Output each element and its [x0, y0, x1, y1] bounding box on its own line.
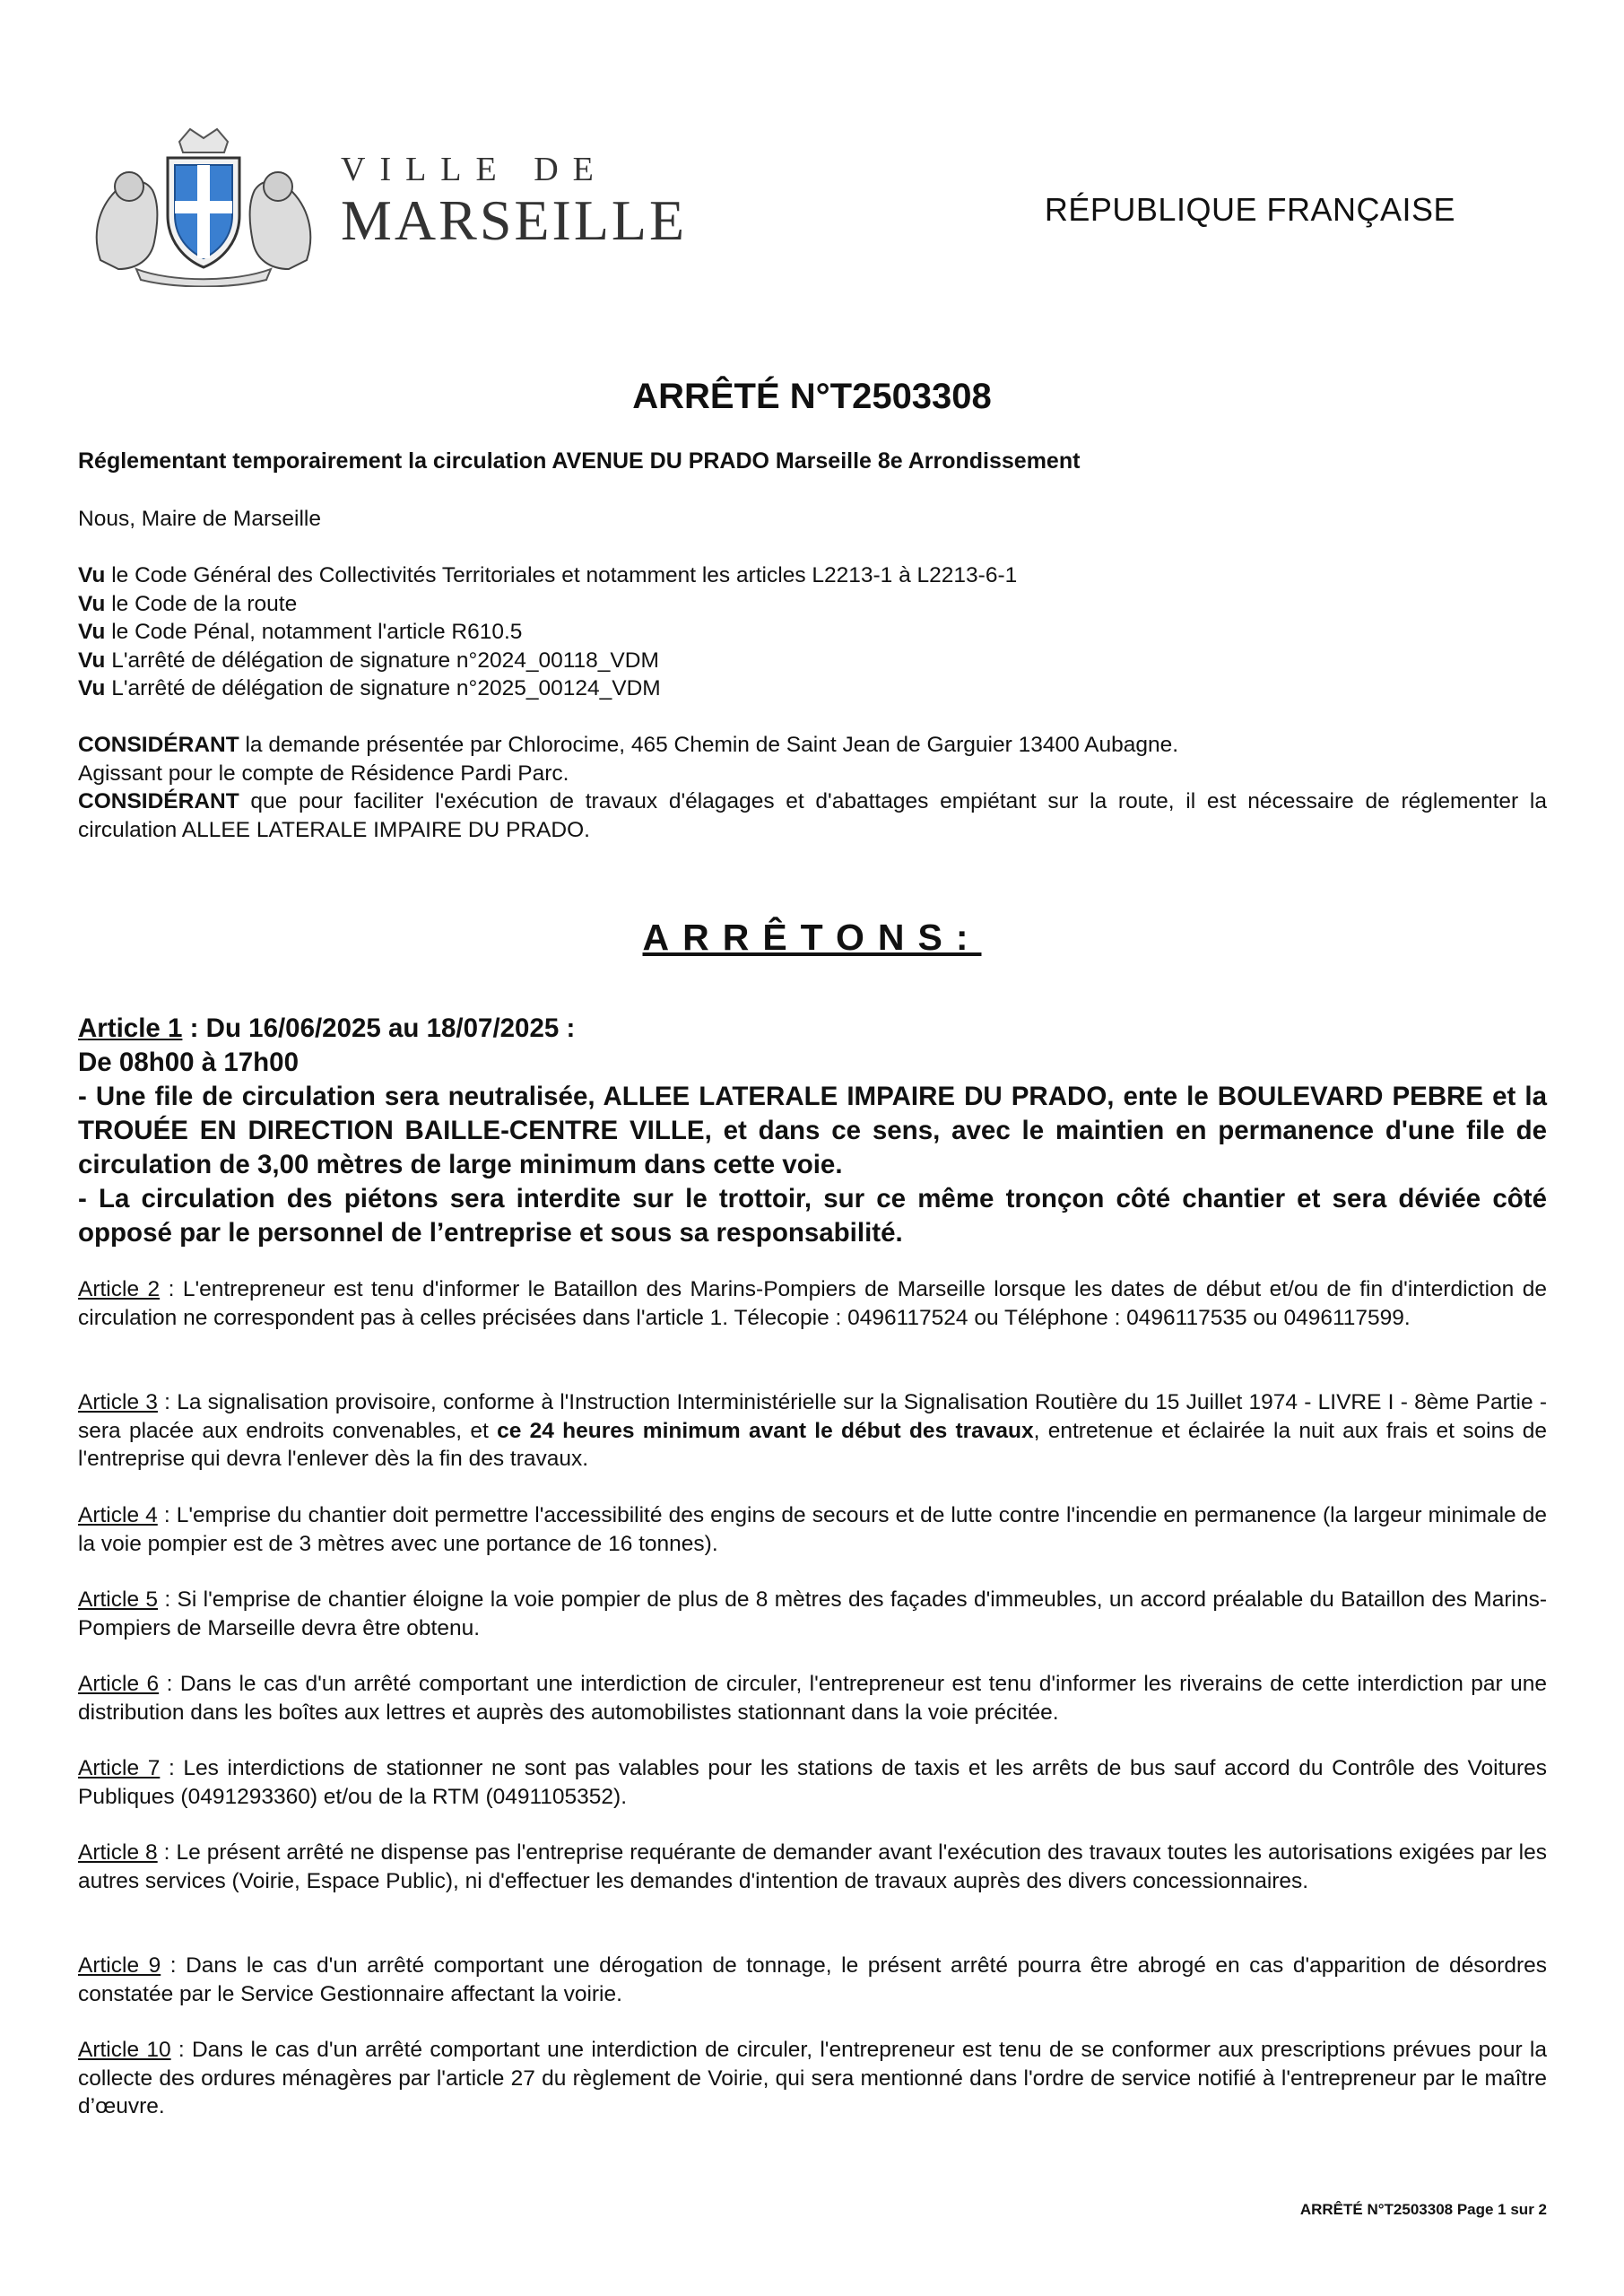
article-5	[78, 1586, 1547, 1642]
arretons-heading: ARRÊTONS:	[642, 917, 982, 958]
marseille-coat-of-arms-icon	[83, 126, 325, 287]
article-7-label: Article 7	[78, 1756, 161, 1780]
article-2	[78, 1275, 1547, 1332]
vu-text: le Code Pénal, notamment l'article R610.5	[105, 620, 523, 644]
article-7-text: : Les interdictions de stationner ne sont pas valables pour les stations de taxis et les arrêts de bus sauf accord du Contrôle des Voitures Publiques (0491293360) et/ou de la RTM (0491105352).	[78, 1756, 1547, 1809]
vu-list	[78, 561, 1547, 703]
article-1	[78, 1012, 1547, 1250]
vu-item	[78, 590, 1547, 619]
article-5-label: Article 5	[78, 1587, 159, 1612]
article-10	[78, 2036, 1547, 2121]
article-3	[78, 1388, 1547, 1474]
article-3-text-b: , entretenue et éclairée la nuit aux frais et soins de l'entreprise qui devra l'enlever dès la fin des travaux.	[78, 1418, 1547, 1471]
logo-wordmark	[341, 151, 688, 252]
vu-label: Vu	[78, 648, 106, 673]
considerant-label: CONSIDÉRANT	[78, 789, 239, 813]
considerant-label: CONSIDÉRANT	[78, 733, 239, 757]
considerant-1-text: la demande présentée par Chlorocime, 465 Chemin de Saint Jean de Garguier 13400 Aubagne.	[239, 733, 1179, 757]
article-9-text: : Dans le cas d'un arrêté comportant une dérogation de tonnage, le présent arrêté pourra être abrogé en cas d'apparition de désordres constatée par le Service Gestionnaire affectant la voirie.	[78, 1953, 1547, 2006]
ville-de-marseille-logo	[83, 126, 688, 278]
article-2-label: Article 2	[78, 1277, 161, 1301]
article-1-heading	[78, 1012, 1547, 1046]
page-footer: ARRÊTÉ N°T2503308 Page 1 sur 2	[1299, 2201, 1547, 2218]
article-1-para-2: - La circulation des piétons sera interdite sur le trottoir, sur ce même tronçon côté chantier et sera déviée côté opposé par le personnel de l’entreprise et sous sa responsabilité.	[78, 1184, 1547, 1248]
agissant-text: Agissant pour le compte de Résidence Pardi Parc.	[78, 761, 569, 786]
article-2-text: : L'entrepreneur est tenu d'informer le Bataillon des Marins-Pompiers de Marseille lorsque les dates de début et/ou de fin d'interdiction de circulation ne correspondent pas à celles précisées dans l'article 1. Télecopie : 0496117524 ou Téléphone : 0496117535 ou 0496117599.	[78, 1277, 1547, 1330]
article-3-label: Article 3	[78, 1390, 158, 1414]
article-3-text-a: : La signalisation provisoire, conforme à l'Instruction Interministérielle sur la Signalisation Routière du 15 Juillet 1974 - LIVRE I - 8ème Partie - sera placée aux endroits convenables, et	[78, 1390, 1547, 1443]
article-10-label: Article 10	[78, 2038, 171, 2062]
article-1-para-1: - Une file de circulation sera neutralisée, ALLEE LATERALE IMPAIRE DU PRADO, ente le BOULEVARD PEBRE et la TROUÉE EN DIRECTION BAILLE-CENTRE VILLE, et dans ce sens, avec le maintien en permanence d'une file de circulation de 3,00 mètres de large minimum dans cette voie.	[78, 1082, 1547, 1179]
article-3-bold-text: ce 24 heures minimum avant le début des travaux	[497, 1418, 1034, 1443]
article-8-label: Article 8	[78, 1840, 158, 1865]
article-8-text: : Le présent arrêté ne dispense pas l'entreprise requérante de demander avant l'exécution des travaux toutes les autorisations exigées par les autres services (Voirie, Espace Public), ni d'effectuer les demandes d'intention de travaux auprès des divers concessionnaires.	[78, 1840, 1547, 1893]
vu-label: Vu	[78, 676, 106, 700]
article-6-label: Article 6	[78, 1672, 160, 1696]
article-6	[78, 1670, 1547, 1726]
vu-item	[78, 647, 1547, 675]
vu-item	[78, 561, 1547, 590]
vu-text: L'arrêté de délégation de signature n°2025_00124_VDM	[105, 676, 661, 700]
article-1-hours: De 08h00 à 17h00	[78, 1048, 299, 1077]
article-6-text: : Dans le cas d'un arrêté comportant une interdiction de circuler, l'entrepreneur est tenu d'informer les riverains de cette interdiction par une distribution dans les boîtes aux lettres et auprès des automobilistes stationnant dans la voie précitée.	[78, 1672, 1547, 1725]
article-4-label: Article 4	[78, 1503, 158, 1527]
republique-francaise-heading: RÉPUBLIQUE FRANÇAISE	[1044, 191, 1455, 228]
vu-label: Vu	[78, 563, 106, 587]
vu-item	[78, 618, 1547, 647]
vu-item	[78, 674, 1547, 703]
logo-line-1: VILLE DE	[341, 151, 608, 188]
vu-text: le Code de la route	[105, 591, 298, 616]
vu-text: L'arrêté de délégation de signature n°2024_00118_VDM	[105, 648, 659, 673]
article-7	[78, 1754, 1547, 1811]
intro-text: Nous, Maire de Marseille	[78, 507, 321, 531]
article-9-label: Article 9	[78, 1953, 161, 1978]
vu-label: Vu	[78, 620, 106, 644]
article-1-dates: : Du 16/06/2025 au 18/07/2025 :	[182, 1013, 576, 1043]
article-5-text: : Si l'emprise de chantier éloigne la voie pompier de plus de 8 mètres des façades d'immeubles, un accord préalable du Bataillon des Marins-Pompiers de Marseille devra être obtenu.	[78, 1587, 1547, 1640]
document-subtitle: Réglementant temporairement la circulation AVENUE DU PRADO Marseille 8e Arrondissement	[78, 448, 1081, 474]
document-title: ARRÊTÉ N°T2503308	[632, 377, 992, 416]
article-9	[78, 1952, 1547, 2008]
vu-label: Vu	[78, 591, 106, 616]
article-4	[78, 1501, 1547, 1558]
article-1-label: Article 1	[78, 1013, 183, 1043]
considerant-2-text: que pour faciliter l'exécution de travaux d'élagages et d'abattages empiétant sur la route, il est nécessaire de réglementer la circulation ALLEE LATERALE IMPAIRE DU PRADO.	[78, 789, 1547, 842]
considerant-section	[78, 731, 1547, 844]
article-8	[78, 1839, 1547, 1895]
logo-line-2: MARSEILLE	[341, 188, 688, 252]
considerant-2	[78, 787, 1547, 844]
considerant-1	[78, 731, 1547, 760]
article-4-text: : L'emprise du chantier doit permettre l'accessibilité des engins de secours et de lutte contre l'incendie en permanence (la largeur minimale de la voie pompier est de 3 mètres avec une portance de 16 tonnes).	[78, 1503, 1547, 1556]
vu-text: le Code Général des Collectivités Territoriales et notamment les articles L2213-1 à L2213-6-1	[105, 563, 1018, 587]
article-10-text: : Dans le cas d'un arrêté comportant une interdiction de circuler, l'entrepreneur est tenu de se conformer aux prescriptions prévues pour la collecte des ordures ménagères par l'article 27 du règlement de Voirie, qui sera mentionné dans l'ordre de service notifié à l'entrepreneur par le maître d’œuvre.	[78, 2038, 1547, 2118]
